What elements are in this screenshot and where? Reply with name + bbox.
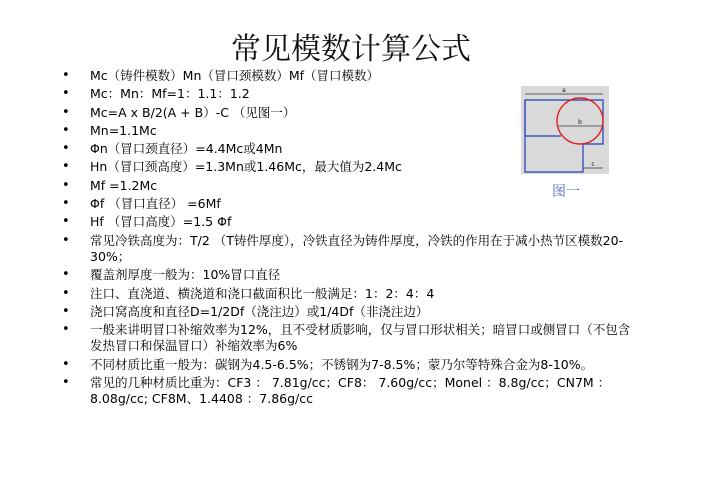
label-a: a <box>562 87 566 94</box>
list-item: • Mn=1.1Mc <box>62 123 642 139</box>
list-item: • 常见冷铁高度为：T/2 （T铸件厚度），冷铁直径为铸件厚度，冷铁的作用在于减小热节区模数20-30%； <box>62 233 642 266</box>
figure-caption: 图一 <box>552 184 580 200</box>
list-item: • Mc=A x B/2(A + B）-C （见图一） <box>62 105 642 121</box>
list-item: • Mc（铸件模数）Mn（冒口颈模数）Mf（冒口模数） <box>62 68 642 84</box>
list-item: • 浇口窝高度和直径D=1/2Df（浇注边）或1/4Df（非浇注边） <box>62 304 642 320</box>
list-item: • 一般来讲明冒口补缩效率为12%，且不受材质影响，仅与冒口形状相关；暗冒口或侧冒口（不包含发热冒口和保温冒口）补缩效率为6% <box>62 322 642 355</box>
list-item: • 常见的几种材质比重为：CF3 ： 7.81g/cc；CF8： 7.60g/cc；Monel ：8.8g/cc；CN7M ：8.08g/cc; CF8M、1.4408 ：7.86g/cc <box>62 375 642 408</box>
list-item: • Hn（冒口颈高度）=1.3Mn或1.46Mc，最大值为2.4Mc <box>62 159 642 175</box>
diagram-background <box>521 86 609 174</box>
list-item: • Φn（冒口颈直径）=4.4Mc或4Mn <box>62 141 642 157</box>
section-diagram <box>521 86 609 174</box>
list-item: • 覆盖剂厚度一般为：10%冒口直径 <box>62 267 642 283</box>
list-item: • 不同材质比重一般为：碳钢为4.5-6.5%；不锈钢为7-8.5%；蒙乃尔等特殊合金为8-10%。 <box>62 357 642 373</box>
list-item: • Φf （冒口直径） =6Mf <box>62 196 642 212</box>
list-item: • Mf =1.2Mc <box>62 178 642 194</box>
label-c: c <box>591 161 595 168</box>
list-item: • Mc：Mn：Mf=1：1.1：1.2 <box>62 86 642 102</box>
page-title: 常见模数计算公式 <box>231 32 471 67</box>
list-item: • 注口、直浇道、横浇道和浇口截面积比一般满足：1：2：4：4 <box>62 286 642 302</box>
label-b: b <box>578 119 582 126</box>
list-item: • Hf （冒口高度）=1.5 Φf <box>62 214 642 230</box>
